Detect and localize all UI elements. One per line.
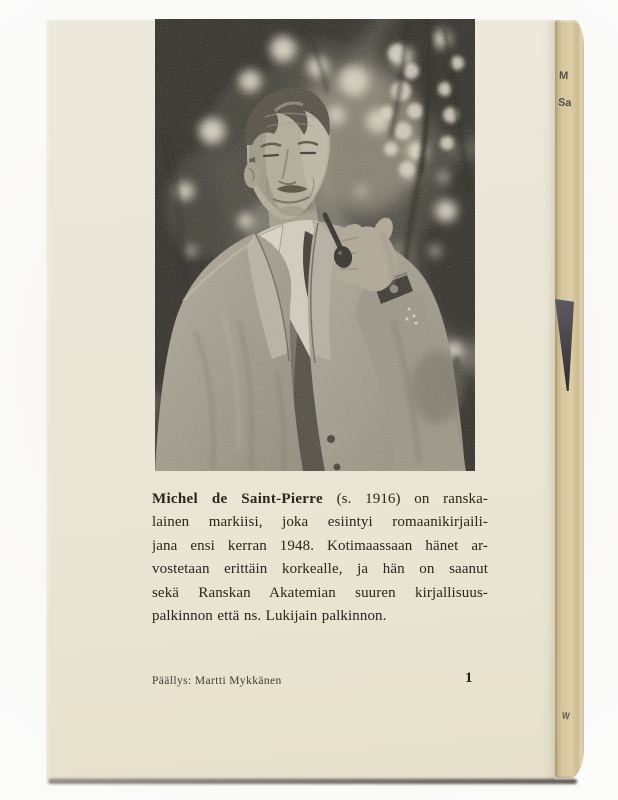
bio-line: jana ensi kerran 1948. Kotimaassaan hänet ar- — [152, 537, 488, 554]
book — [46, 19, 583, 780]
bio-line: sekä Ranskan Akatemian suuren kirjallisuus- — [152, 584, 488, 601]
cover-design-credit: Päällys: Martti Mykkänen — [152, 675, 282, 687]
author-name: Michel de Saint-Pierre — [152, 491, 323, 507]
bio-line: vostetaan erittäin korkealle, ja hän on saanut — [152, 561, 488, 578]
book-back-cover — [46, 19, 555, 780]
portrait-photo-svg — [155, 19, 475, 471]
bio-line-text: (s. 1916) on ranska- — [322, 491, 488, 507]
spine-publisher-mark: W — [561, 710, 571, 723]
bio-line: lainen markiisi, joka esiintyi romaanikirjaili- — [152, 514, 488, 531]
bio-line — [152, 488, 488, 511]
spine-text-fragment-1: M — [558, 69, 569, 83]
spine-design-triangle — [555, 299, 574, 391]
author-photo — [155, 19, 475, 471]
corner-number: 1 — [465, 670, 473, 686]
author-bio — [152, 488, 488, 628]
film-grain-overlay — [155, 19, 475, 471]
book-spine — [555, 20, 584, 778]
bio-line: palkinnon että ns. Lukijain palkinnon. — [152, 607, 387, 624]
spine-text-fragment-2: Sa — [557, 96, 572, 110]
